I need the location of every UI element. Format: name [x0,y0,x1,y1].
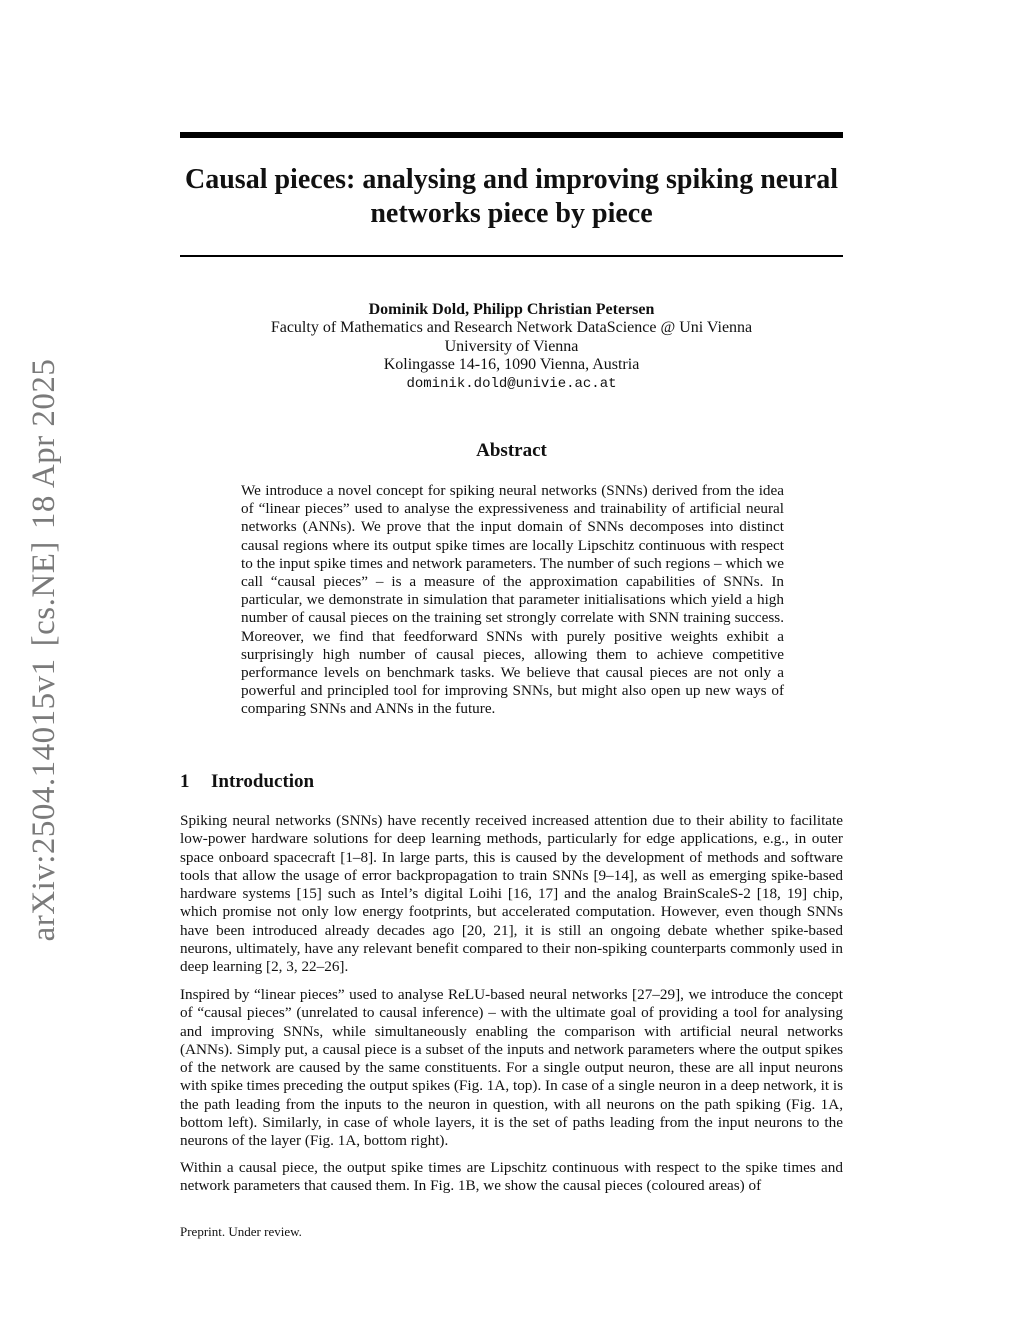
intro-paragraph-1: Spiking neural networks (SNNs) have recently received increased attention due to their ability to facilitate low-power hardware solutions for deep learning methods, particularly for edge applications, e.g., in outer space onboard spacecraft [1–8]. In large parts, this is caused by the development of methods and software tools that allow the usage of error backpropagation to train SNNs [9–14], as well as emerging spike-based hardware systems [15] such as Intel’s digital Loihi [16, 17] and the analog BrainScaleS-2 [18, 19] chip, which promise not only low energy footprints, but accelerated computation. However, even though SNNs have been introduced already decades ago [20, 21], it is still an ongoing debate whether spike-based neurons, ultimately, have any relevant benefit compared to their non-spiking counterparts commonly used in deep learning [2, 3, 22–26]. [180,812,843,976]
author-block [180,301,843,393]
affiliation-line-3: Kolingasse 14-16, 1090 Vienna, Austria [383,356,640,373]
page-footer: Preprint. Under review. [180,1224,302,1239]
arxiv-identifier-stamp [19,340,69,960]
abstract-heading: Abstract [476,440,547,461]
title-bottom-rule [180,255,843,257]
arxiv-date: 18 Apr 2025 [25,358,62,530]
paper-title: Causal pieces: analysing and improving spiking neural networks piece by piece [185,164,838,229]
abstract-text: We introduce a novel concept for spiking neural networks (SNNs) derived from the idea of “linear pieces” used to analyse the expressiveness and trainability of artificial neural networks (ANNs). We prove that the input domain of SNNs decomposes into distinct causal regions where its output spike times are locally Lipschitz continuous with respect to the input spike times and network parameters. The number of such regions – which we call “causal pieces” – is a measure of the approximation capabilities of SNNs. In particular, we demonstrate in simulation that parameter initialisations which yield a high number of causal pieces on the training set strongly correlate with SNN training success. Moreover, we find that feedforward SNNs with purely positive weights exhibit a surprisingly high number of causal pieces, allowing them to achieve competitive performance levels on benchmark tasks. We believe that causal pieces are not only a powerful and principled tool for improving SNNs, but might also open up new ways of comparing SNNs and ANNs in the future. [241,482,784,718]
author-email: dominik.dold@univie.ac.at [406,375,617,392]
affiliation-line-2: University of Vienna [444,337,579,355]
arxiv-category: [cs.NE] [25,541,62,647]
affiliation-line-1: Faculty of Mathematics and Research Network DataScience @ Uni Vienna [270,319,753,336]
author-names: Dominik Dold, Philipp Christian Petersen [368,301,655,318]
title-top-rule [180,132,843,138]
section-heading-introduction [180,771,314,793]
section-number: 1 [180,771,190,792]
arxiv-id: arXiv:2504.14015v1 [25,658,62,942]
section-title: Introduction [211,771,315,792]
intro-paragraph-3: Within a causal piece, the output spike times are Lipschitz continuous with respect to the spike times and network parameters that caused them. In Fig. 1B, we show the causal pieces (coloured areas) of [180,1159,843,1195]
intro-paragraph-2: Inspired by “linear pieces” used to analyse ReLU-based neural networks [27–29], we introduce the concept of “causal pieces” (unrelated to causal inference) – with the ultimate goal of providing a tool for analysing and improving SNNs, while simultaneously enabling the comparison with artificial neural networks (ANNs). Simply put, a causal piece is a subset of the inputs and network parameters where the output spikes of the network are caused by the same constituents. For a single output neuron, these are all input neurons with spike times preceding the output spikes (Fig. 1A, top). In case of a single neuron in a deep network, it is the path leading from the inputs to the neuron in question, with all neurons on the path spiking (Fig. 1A, bottom left). Similarly, in case of whole layers, it is the set of paths leading from the input neurons to the neurons of the layer (Fig. 1A, bottom right). [180,986,843,1150]
